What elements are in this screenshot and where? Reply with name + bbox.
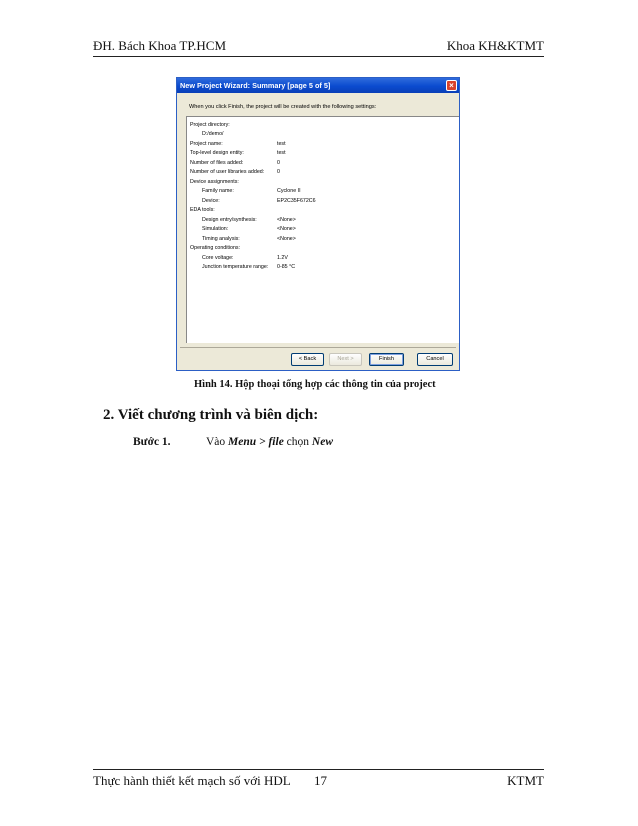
summary-value: 0 [277,169,280,175]
summary-row [187,130,447,138]
summary-row [187,235,447,243]
figure-caption: Hình 14. Hộp thoại tổng hợp các thông tin của project [194,379,436,390]
summary-value: EP2C35F672C6 [277,198,316,204]
summary-row [187,178,447,186]
dialog-title-bar [177,78,459,93]
step-menu-item: New [311,436,333,448]
summary-label: D:/demo/ [202,131,224,137]
step-text [206,436,333,448]
summary-row [187,187,447,195]
dialog-intro-text: When you click Finish, the project will be created with the following settings: [189,104,377,110]
footer-course: Thực hành thiết kết mạch số với HDL [93,773,291,788]
summary-row [187,216,447,224]
summary-value: <None> [277,226,296,232]
button-separator [180,347,456,348]
summary-label: Operating conditions: [190,245,241,251]
summary-label: EDA tools: [190,207,215,213]
page-number: 17 [314,773,327,788]
step-menu-path: Menu > file [228,436,284,448]
step-text-pre: Vào [206,436,229,448]
summary-label: Project name: [190,141,223,147]
step-line [133,436,333,448]
summary-label: Project directory: [190,122,230,128]
summary-row [187,263,447,271]
summary-row [187,159,447,167]
step-label: Bước 1. [133,436,171,448]
header-faculty: Khoa KH&KTMT [446,38,544,53]
summary-row [187,225,447,233]
summary-label: Junction temperature range: [202,264,269,270]
summary-row [187,254,447,262]
summary-row [187,140,447,148]
summary-label: Device assignments: [190,179,239,185]
summary-label: Timing analysis: [202,236,240,242]
page-header [93,38,544,57]
summary-value: 0 [277,160,280,166]
summary-label: Core voltage: [202,255,234,261]
back-button[interactable]: < Back [291,353,324,366]
summary-value: <None> [277,236,296,242]
wizard-dialog-screenshot [176,77,460,371]
summary-label: Simulation: [202,226,229,232]
summary-label: Number of user libraries added: [190,169,265,175]
summary-value: <None> [277,217,296,223]
summary-row [187,149,447,157]
summary-row [187,244,447,252]
summary-label: Top-level design entity: [190,150,244,156]
next-button[interactable]: Next > [329,353,362,366]
summary-row [187,206,447,214]
close-icon[interactable]: × [446,80,457,91]
summary-label: Number of files added: [190,160,244,166]
summary-value: test [277,150,286,156]
summary-value: Cyclone II [277,188,301,194]
summary-row [187,168,447,176]
footer-dept: KTMT [507,773,544,788]
page-footer [93,769,544,788]
summary-panel [186,116,459,343]
dialog-title: New Project Wizard: Summary [page 5 of 5] [180,81,331,90]
summary-value: 0-85 °C [277,264,296,270]
header-university: ĐH. Bách Khoa TP.HCM [93,38,227,53]
section-heading: 2. Viết chương trình và biên dịch: [103,407,319,423]
summary-row [187,197,447,205]
step-text-mid: chọn [283,436,312,448]
summary-value: test [277,141,286,147]
summary-row [187,121,447,129]
finish-button[interactable]: Finish [369,353,404,366]
summary-label: Family name: [202,188,234,194]
cancel-button[interactable]: Cancel [417,353,453,366]
summary-label: Device: [202,198,220,204]
summary-value: 1.2V [277,255,288,261]
summary-label: Design entry/synthesis: [202,217,257,223]
